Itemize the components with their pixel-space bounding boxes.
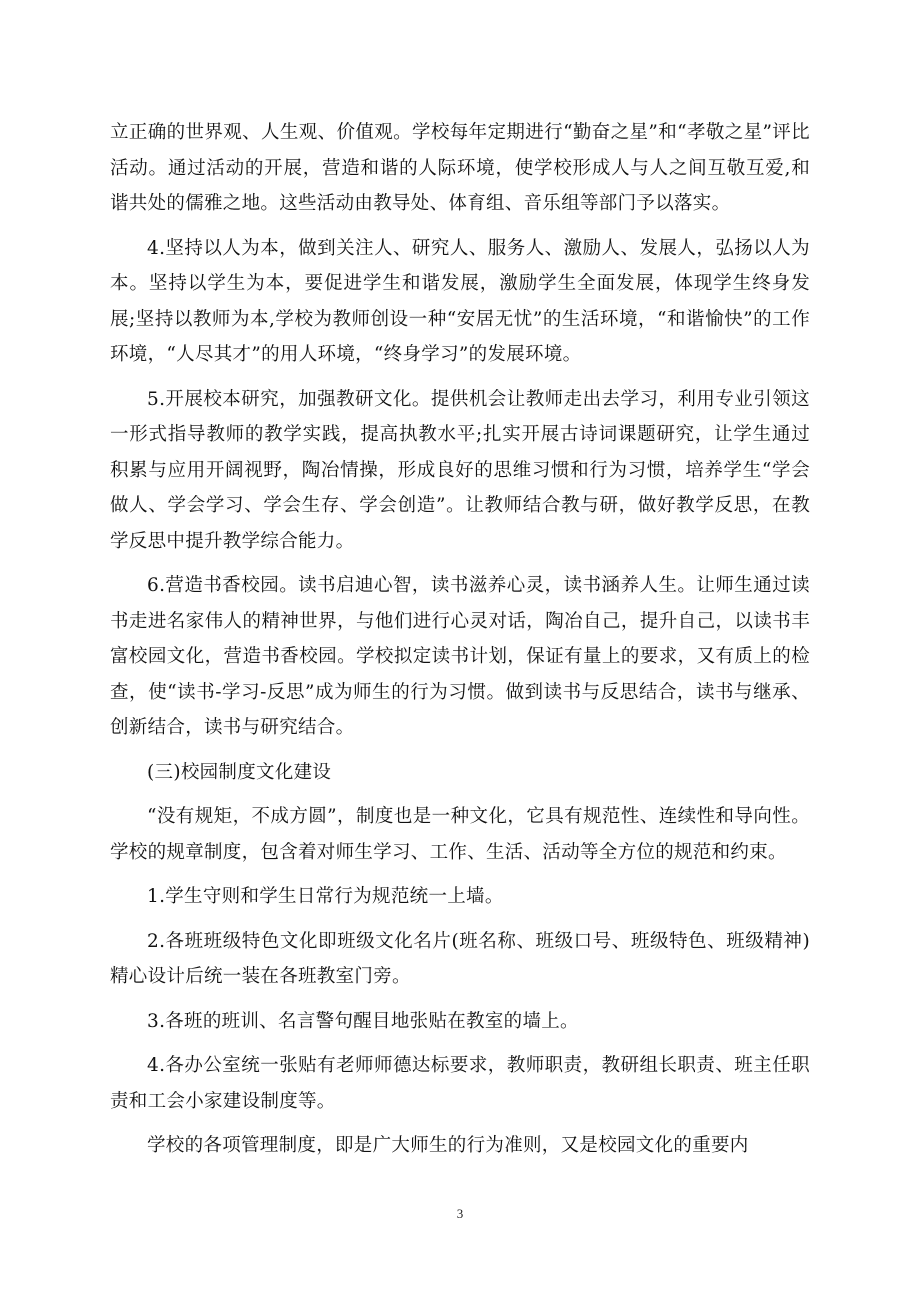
paragraph-item-6: 6.营造书香校园。读书启迪心智，读书滋养心灵，读书涵养人生。让师生通过读书走进名家伟人的精神世界，与他们进行心灵对话，陶冶自己，提升自己，以读书丰富校园文化，营造书香校园。学校拟定读书计划，保证有量上的要求，又有质上的检查，使“读书-学习-反思”成为师生的行为习惯。做到读书与反思结合，读书与继承、创新结合，读书与研究结合。 (110, 575, 810, 738)
paragraph-item-5: 5.开展校本研究，加强教研文化。提供机会让教师走出去学习，利用专业引领这一形式指导教师的教学实践，提高执教水平;扎实开展古诗词课题研究，让学生通过积累与应用开阔视野，陶冶情操，形成良好的思维习惯和行为习惯，培养学生“学会做人、学会学习、学会生存、学会创造”。让教师结合教与研，做好教学反思，在教学反思中提升教学综合能力。 (110, 388, 810, 552)
list-item-1: 1.学生守则和学生日常行为规范统一上墙。 (147, 886, 504, 907)
list-item-4: 4.各办公室统一张贴有老师师德达标要求，教师职责，教研组长职责、班主任职责和工会小家建设制度等。 (110, 1055, 810, 1112)
paragraph-continuation: 立正确的世界观、人生观、价值观。学校每年定期进行“勤奋之星”和“孝敬之星”评比活动。通过活动的开展，营造和谐的人际环境，使学校形成人与人之间互敬互爱,和谐共处的儒雅之地。这些活动由教导处、体育组、音乐组等部门予以落实。 (110, 122, 810, 214)
page-number: 3 (456, 1206, 464, 1221)
paragraph-intro: “没有规矩，不成方圆”，制度也是一种文化，它具有规范性、连续性和导向性。学校的规章制度，包含着对师生学习、工作、生活、活动等全方位的规范和约束。 (110, 806, 810, 863)
document-body (110, 115, 810, 1164)
paragraph-item-4: 4.坚持以人为本，做到关注人、研究人、服务人、激励人、发展人，弘扬以人为本。坚持以学生为本，要促进学生和谐发展，激励学生全面发展，体现学生终身发展;坚持以教师为本,学校为教师创设一种“安居无忧”的生活环境，“和谐愉快”的工作环境，“人尽其才”的用人环境，“终身学习”的发展环境。 (110, 237, 810, 365)
paragraph-closing: 学校的各项管理制度，即是广大师生的行为准则，又是校园文化的重要内 (147, 1135, 749, 1156)
section-heading: (三)校园制度文化建设 (147, 761, 332, 783)
list-item-3: 3.各班的班训、名言警句醒目地张贴在教室的墙上。 (147, 1010, 579, 1032)
list-item-2: 2.各班班级特色文化即班级文化名片(班名称、班级口号、班级特色、班级精神)精心设计后统一装在各班教室门旁。 (110, 930, 810, 987)
